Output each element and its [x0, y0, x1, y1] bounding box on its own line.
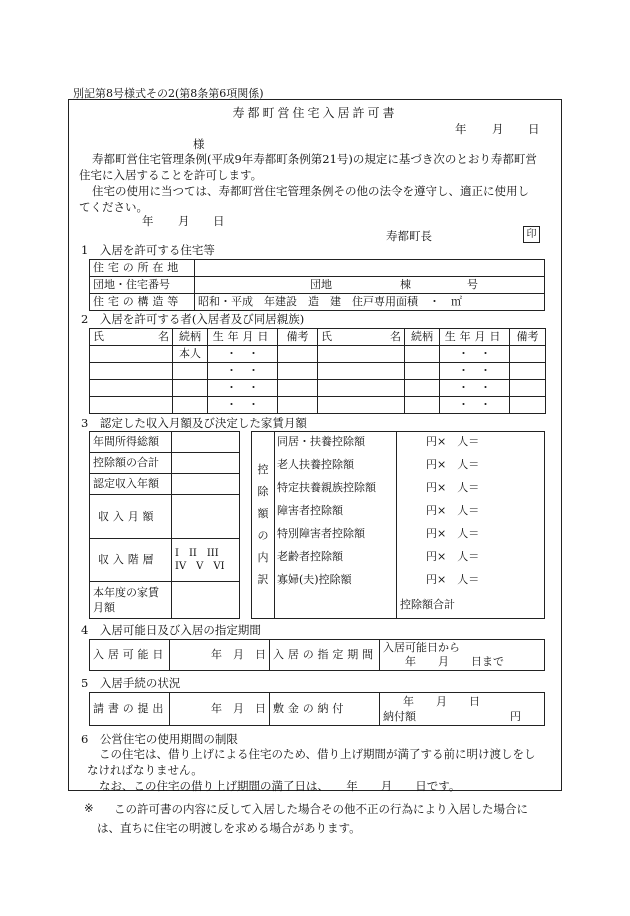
danchi-label: 団地	[310, 278, 332, 291]
relation-header-left: 続柄	[173, 329, 208, 346]
income-class-label: 収入階層	[90, 538, 172, 581]
sec5-heading: 5 入居手続の状況	[81, 676, 181, 690]
deduction-special-dependent-label: 特定扶養親族控除額	[277, 481, 376, 494]
date-top-month: 月	[492, 122, 504, 136]
deduction-widow-label: 寡婦(夫)控除額	[277, 573, 352, 586]
deduction-unit: 円× 人＝	[426, 550, 480, 563]
table-row	[90, 346, 546, 363]
note-mark: ※	[84, 801, 94, 815]
sec6-line-3: なお、この住宅の借り上げ期間の満了日は、 年 月 日です。	[99, 779, 461, 793]
date-mid-year: 年	[142, 214, 154, 228]
intro-line-4: てください。	[79, 200, 148, 214]
intro-line-3: 住宅の使用に当つては、寿都町営住宅管理条例その他の法令を遵守し、適正に使用し	[92, 184, 529, 198]
deduction-unit: 円× 人＝	[426, 504, 480, 517]
structure-value[interactable]: 昭和・平成 年建設 造 建 住戸専用面積 ・ ㎡	[195, 294, 545, 311]
location-label: 住宅の所在地	[90, 260, 195, 277]
rent-value[interactable]	[172, 582, 240, 619]
issuer: 寿都町長	[386, 229, 432, 243]
intro-line-1: 寿都町営住宅管理条例(平成9年寿都町条例第21号)の規定に基づき次のとおり寿都町営	[92, 152, 537, 166]
seal-box: 印	[523, 226, 540, 243]
structure-label: 住宅の構造等	[90, 294, 195, 311]
annual-income-label: 年間所得総額	[90, 432, 172, 453]
deduction-unit: 円× 人＝	[426, 481, 480, 494]
birthdate-dots: ・ ・	[208, 380, 278, 397]
sec4-heading: 4 入居可能日及び入居の指定期間	[81, 623, 261, 637]
birthdate-dots: ・ ・	[440, 397, 510, 414]
deduction-elderly-dependent-label: 老人扶養控除額	[277, 458, 354, 471]
move-in-date-label: 入居可能日	[90, 640, 170, 671]
note-line-2: は、直ちに住宅の明渡しを求める場合があります。	[97, 821, 361, 835]
certified-income-value[interactable]	[172, 474, 240, 495]
pledge-submission-date[interactable]: 年 月 日	[170, 693, 270, 726]
deduction-unit: 円× 人＝	[426, 458, 480, 471]
certified-income-label: 認定収入年額	[90, 474, 172, 495]
breakdown-label: 控 除 額 の 内 訳	[252, 432, 275, 619]
intro-line-2: 住宅に入居することを許可します。	[79, 168, 263, 182]
pledge-submission-label: 請書の提出	[90, 693, 170, 726]
location-value[interactable]	[195, 260, 545, 277]
deposit-payment-value[interactable]: 年 月 日 納付額 円	[380, 693, 545, 726]
sec6-heading: 6 公営住宅の使用期間の制限	[81, 732, 238, 746]
deduction-sum-label: 控除額合計	[400, 598, 455, 611]
form-id: 別記第8号様式その2(第8条第6項関係)	[73, 87, 264, 100]
birthdate-dots: ・ ・	[440, 363, 510, 380]
name-header-right: 氏 名	[318, 329, 405, 346]
sec2-table	[89, 328, 546, 414]
rent-label: 本年度の家賃月額	[90, 582, 172, 619]
deposit-payment-label: 敷金の納付	[270, 693, 380, 726]
deduction-unit: 円× 人＝	[426, 435, 480, 448]
birthdate-dots: ・ ・	[440, 380, 510, 397]
birthdate-header-left: 生年月日	[208, 329, 278, 346]
deduction-special-disabled-label: 特別障害者控除額	[277, 527, 365, 540]
deduction-unit: 円× 人＝	[426, 527, 480, 540]
note-line-1: この許可書の内容に反して入居した場合その他不正の行為により入居した場合に	[114, 802, 528, 816]
sec6-line-2: なければなりません。	[87, 763, 203, 777]
date-top-year: 年	[455, 122, 467, 136]
date-top-day: 日	[528, 122, 540, 136]
housing-number-value[interactable]	[195, 277, 545, 294]
relation-self: 本人	[173, 346, 208, 363]
birthdate-dots: ・ ・	[440, 346, 510, 363]
monthly-income-label: 収入月額	[90, 495, 172, 538]
deduction-total-value[interactable]	[172, 453, 240, 474]
housing-number-label: 団地・住宅番号	[90, 277, 195, 294]
deduction-disabled-label: 障害者控除額	[277, 504, 343, 517]
birthdate-dots: ・ ・	[208, 346, 278, 363]
deduction-unit: 円× 人＝	[426, 573, 480, 586]
designated-period-value[interactable]: 入居可能日から 年 月 日まで	[380, 640, 545, 671]
addressee-suffix: 様	[193, 137, 205, 151]
building-label: 棟	[400, 278, 411, 291]
sec1-table	[89, 259, 545, 311]
remarks-header-right: 備考	[510, 329, 546, 346]
annual-income-value[interactable]	[172, 432, 240, 453]
table-row	[90, 397, 546, 414]
date-mid-day: 日	[213, 214, 225, 228]
page-title: 寿都町営住宅入居許可書	[232, 106, 398, 120]
deduction-aged-label: 老齢者控除額	[277, 550, 343, 563]
designated-period-label: 入居の指定期間	[270, 640, 380, 671]
deduction-cohabit-label: 同居・扶養控除額	[277, 435, 365, 448]
sec5-table	[89, 692, 545, 726]
deduction-total-label: 控除額の合計	[90, 453, 172, 474]
monthly-income-value[interactable]	[172, 495, 240, 538]
birthdate-dots: ・ ・	[208, 363, 278, 380]
deduction-divider	[396, 431, 397, 618]
relation-header-right: 続柄	[405, 329, 440, 346]
sec6-line-1: この住宅は、借り上げによる住宅のため、借り上げ期間が満了する前に明け渡しをし	[99, 747, 536, 761]
income-class-options[interactable]: I II III IV V VI	[172, 538, 240, 581]
sec4-table	[89, 639, 545, 671]
table-row	[90, 380, 546, 397]
sec3-heading: 3 認定した収入月額及び決定した家賃月額	[81, 416, 307, 430]
date-mid-month: 月	[178, 214, 190, 228]
move-in-date-value[interactable]: 年 月 日	[170, 640, 270, 671]
birthdate-header-right: 生年月日	[440, 329, 510, 346]
unit-label: 号	[467, 278, 478, 291]
birthdate-dots: ・ ・	[208, 397, 278, 414]
sec2-heading: 2 入居を許可する者(入居者及び同居親族)	[81, 312, 305, 326]
table-row	[90, 363, 546, 380]
name-header-left: 氏 名	[90, 329, 173, 346]
remarks-header-left: 備考	[278, 329, 318, 346]
sec1-heading: 1 入居を許可する住宅等	[81, 243, 215, 257]
